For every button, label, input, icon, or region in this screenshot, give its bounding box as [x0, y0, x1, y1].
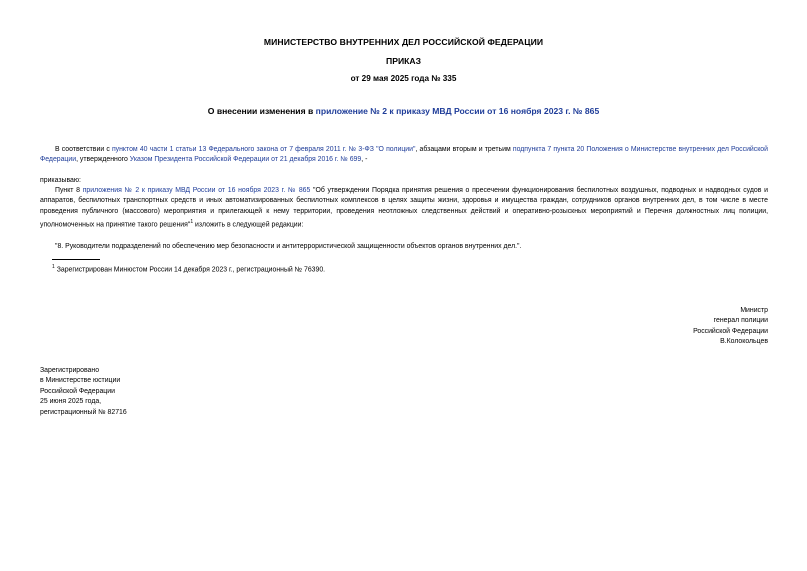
preamble-text-4: , - [361, 156, 368, 164]
appendix-link[interactable]: приложения № 2 к приказу МВД России от 16 ноября 2023 г. № 865 [82, 187, 311, 194]
title-prefix: О внесении изменения в [207, 106, 316, 116]
police-law-link[interactable]: пунктом 40 части 1 статьи 13 Федерального закона от 7 февраля 2011 г. № 3-ФЗ "О полиции" [111, 146, 416, 153]
signature-position: Министр [740, 307, 768, 314]
preamble-text-3: , утвержденного [76, 156, 130, 164]
preamble-text-1: В соответствии с [55, 146, 112, 153]
registration-line-1: Зарегистрировано [40, 367, 100, 374]
item-paragraph [40, 186, 768, 230]
signature-block [693, 306, 768, 348]
ministry-heading: МИНИСТЕРСТВО ВНУТРЕННИХ ДЕЛ РОССИЙСКОЙ ФЕДЕРАЦИИ [263, 37, 544, 47]
registration-line-3: Российской Федерации [40, 387, 115, 395]
item-text-2: "Об утверждении Порядка принятия решения о пресечении функционирования беспилотных воздушных, подводных и надводных судов и аппаратов, беспилотных транспортных средств и иных автоматизированных беспилотных комплексов в целях защиты жизни, здоровья и имущества граждан, сотрудников органов внутренних дел, в том числе в месте проведения публичного (массового) мероприятия и прилегающей к нему территории, проведения неотложных следственных действий и оперативно-розыскных мероприятий и Перечня должностных лиц полиции, уполномоченных на принятие такого решения" [40, 187, 768, 229]
registration-number: регистрационный № 82716 [40, 408, 127, 416]
order-word: приказываю: [40, 177, 81, 184]
registration-date: 25 июня 2025 года, [40, 398, 102, 406]
footnote-reference[interactable]: 1 [190, 218, 194, 225]
item-text-1: Пункт 8 [55, 187, 83, 194]
footnote-text: Зарегистрирован Минюстом России 14 декабря 2023 г., регистрационный № 76390. [54, 266, 326, 274]
footnote [52, 262, 325, 275]
document-title [0, 106, 807, 116]
quoted-text: "8. Руководители подразделений по обеспечению мер безопасности и антитеррористической защищенности объектов органов внутренних дел.". [55, 243, 522, 250]
preamble-paragraph [40, 145, 768, 166]
title-link[interactable]: приложение № 2 к приказу МВД России от 16 ноября 2023 г. № 865 [315, 106, 600, 116]
date-number-heading: от 29 мая 2025 года № 335 [350, 74, 457, 83]
registration-block [40, 366, 127, 418]
registration-line-2: в Министерстве юстиции [40, 377, 121, 385]
preamble-text-2: , абзацами вторым и третьим [415, 146, 513, 153]
item-text-3: изложить в следующей редакции: [193, 221, 304, 229]
mvd-regulation-link[interactable]: подпункта 7 пункта 20 Положения о Министерстве внутренних дел Российской Федерации [40, 146, 768, 164]
signature-rank: генерал полиции [713, 317, 768, 325]
footnote-divider [52, 259, 100, 260]
president-decree-link[interactable]: Указом Президента Российской Федерации от 21 декабря 2016 г. № 699 [129, 156, 362, 164]
signature-country: Российской Федерации [693, 327, 768, 335]
footnote-mark: 1 [52, 264, 55, 270]
doc-type-heading: ПРИКАЗ [386, 56, 421, 66]
signature-name: В.Колокольцев [720, 338, 768, 346]
